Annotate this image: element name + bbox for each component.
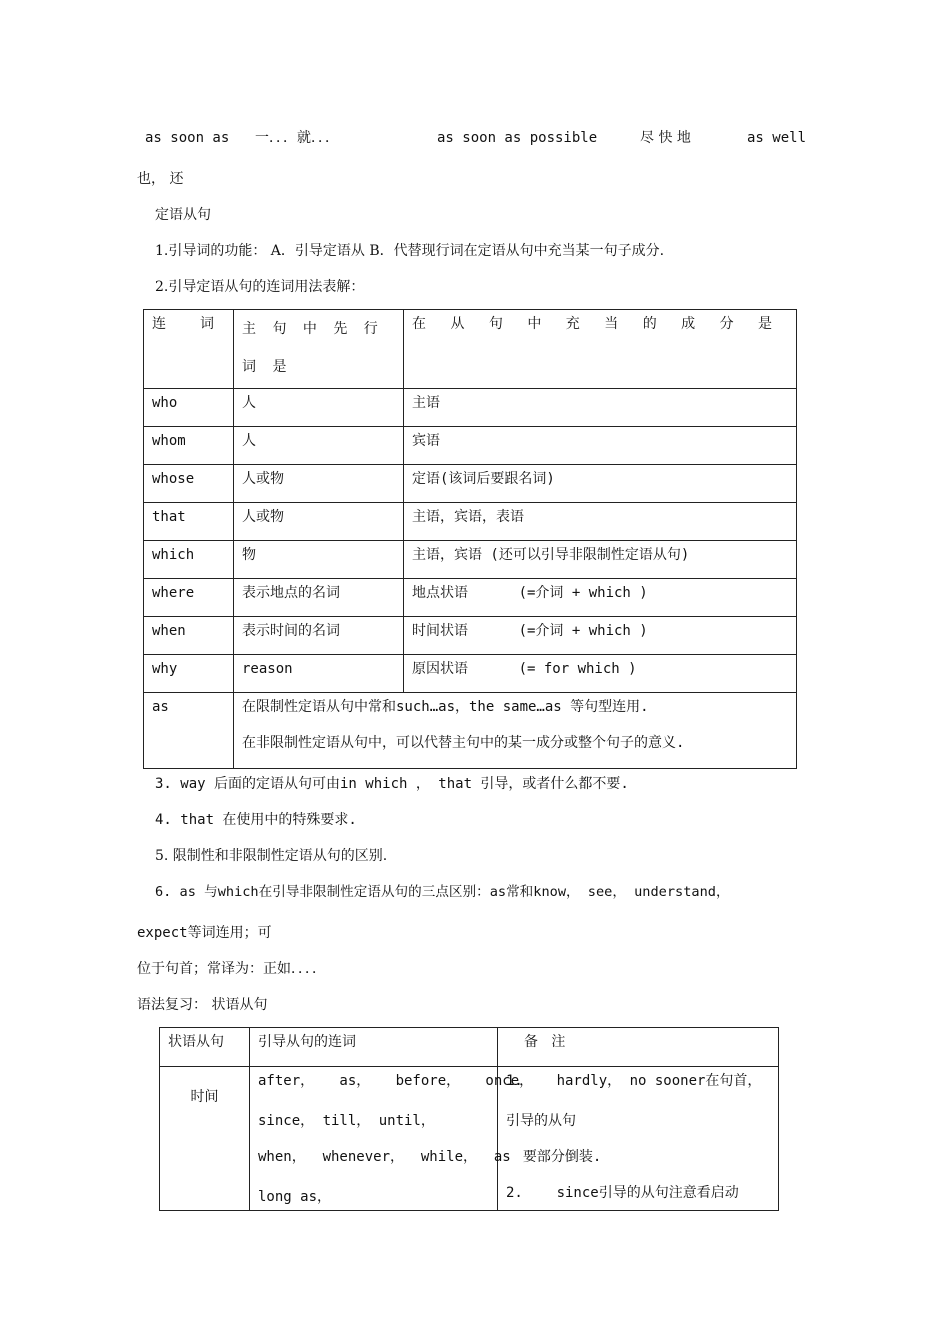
row-antecedent: 物 — [234, 541, 404, 579]
row-word: why — [144, 655, 234, 693]
phrase-as-well: as well — [747, 130, 807, 146]
row-word: that — [144, 503, 234, 541]
as-description-line-2: 在非限制性定语从句中，可以代替主句中的某一成分或整个句子的意义. — [242, 735, 685, 751]
header-conjunction: 连 词 — [144, 310, 234, 389]
row-antecedent: 人或物 — [234, 465, 404, 503]
attr-point-3: 3. way 后面的定语从句可由in which ， that 引导，或者什么都不要. — [155, 776, 629, 792]
attr-point-1: 1.引导词的功能： A．引导定语从 B．代替现行词在定语从句中充当某一句子成分. — [155, 243, 665, 259]
note-line: 要部分倒装. — [506, 1149, 602, 1165]
row-word: whose — [144, 465, 234, 503]
conjunction-line: since， till， until， — [258, 1113, 435, 1129]
row-word: as — [144, 693, 234, 769]
header-notes: 备 注 — [498, 1028, 779, 1067]
table-row — [144, 617, 797, 655]
attr-conjunction-table — [143, 309, 797, 769]
attr-point-2: 2.引导定语从句的连词用法表解： — [155, 279, 365, 295]
attr-point-5: 5. 限制性和非限制性定语从句的区别. — [155, 848, 388, 864]
conjunction-line: long as， — [258, 1189, 332, 1205]
note-line: 2. since引导的从句注意看启动 — [506, 1185, 739, 1201]
adv-table-header — [160, 1028, 779, 1067]
table-row — [144, 541, 797, 579]
phrase-as-well-meaning: 也， 还 — [137, 171, 184, 187]
row-word: when — [144, 617, 234, 655]
row-role: 主语 — [404, 389, 797, 427]
row-role: 主语，宾语，表语 — [404, 503, 797, 541]
row-word: which — [144, 541, 234, 579]
header-clause-type: 状语从句 — [160, 1028, 250, 1067]
row-role: 定语(该词后要跟名词) — [404, 465, 797, 503]
phrase-as-soon-as: as soon as — [145, 130, 230, 146]
row-antecedent: reason — [234, 655, 404, 693]
table-row — [144, 579, 797, 617]
table-row — [160, 1067, 779, 1211]
attr-point-4: 4. that 在使用中的特殊要求. — [155, 812, 357, 828]
attr-point-6-continued: expect等词连用；可 — [137, 925, 272, 941]
row-role: 时间状语 (=介词 + which ) — [404, 617, 797, 655]
row-antecedent: 人 — [234, 427, 404, 465]
table-row — [144, 389, 797, 427]
adv-heading: 语法复习： 状语从句 — [137, 997, 268, 1013]
row-antecedent: 人 — [234, 389, 404, 427]
table-row — [144, 427, 797, 465]
clause-type-time: 时间 — [160, 1067, 250, 1211]
note-line: 1. hardly， no sooner在句首， — [506, 1073, 762, 1089]
header-role: 在 从 句 中 充 当 的 成 分 是 — [404, 310, 797, 389]
row-as-description — [234, 693, 797, 769]
note-line: 引导的从句 — [506, 1113, 576, 1129]
row-role: 主语，宾语 (还可以引导非限制性定语从句) — [404, 541, 797, 579]
attr-point-6: 6. as 与which在引导非限制性定语从句的三点区别：as常和know， see， understand， — [155, 884, 730, 900]
row-role: 地点状语 (=介词 + which ) — [404, 579, 797, 617]
as-description-line-1: 在限制性定语从句中常和such…as，the same…as 等句型连用. — [242, 699, 649, 715]
attr-point-6-continued-2: 位于句首；常译为：正如．．．． — [137, 961, 326, 977]
row-role: 宾语 — [404, 427, 797, 465]
table-row — [144, 655, 797, 693]
header-antecedent: 主 句 中 先 行 词 是 — [234, 310, 404, 389]
row-antecedent: 人或物 — [234, 503, 404, 541]
row-antecedent: 表示地点的名词 — [234, 579, 404, 617]
phrase-as-soon-as-meaning: 一．．．就．．． — [255, 130, 339, 146]
adv-clause-table — [159, 1027, 779, 1211]
conjunction-line: after， as， before， once， — [258, 1073, 534, 1089]
conjunction-list — [250, 1067, 534, 1211]
attr-table-header — [144, 310, 797, 389]
table-row-as — [144, 693, 797, 769]
conjunction-line: when， whenever， while， as — [258, 1149, 511, 1165]
row-word: where — [144, 579, 234, 617]
row-antecedent: 表示时间的名词 — [234, 617, 404, 655]
table-row — [144, 465, 797, 503]
row-word: whom — [144, 427, 234, 465]
row-role: 原因状语 (= for which ) — [404, 655, 797, 693]
attr-heading: 定语从句 — [155, 207, 211, 223]
phrase-as-soon-as-possible: as soon as possible — [437, 130, 598, 146]
table-row — [144, 503, 797, 541]
phrase-as-soon-as-possible-meaning: 尽 快 地 — [640, 130, 691, 146]
row-word: who — [144, 389, 234, 427]
notes-list — [498, 1067, 779, 1211]
header-conjunctions: 引导从句的连词 — [250, 1028, 498, 1067]
